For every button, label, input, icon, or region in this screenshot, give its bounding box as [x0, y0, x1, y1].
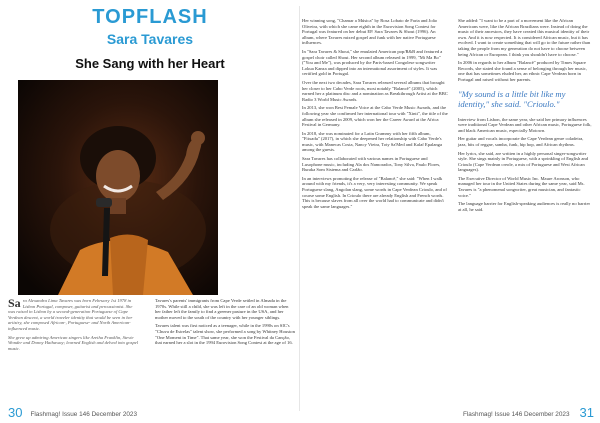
left-footer	[8, 403, 298, 419]
paragraph: Over the next two decades, Sara Tavares released several albums that brought her closer to her Cabo Verde roots, most notably "Balancê" (2005), which earned her a platinum disc and a nomination as Breakthrough Artist at the BBC Radio 3 World Music Awards.	[302, 79, 448, 102]
footer-text: Flashmag! Issue 146 December 2023	[30, 411, 138, 418]
paragraph: Tavares talent was first noticed as a teenager, while in the 1990s on SIC's "Chuva de Estrelas" talent show, she performed a song by Whitney Houston "One Moment in Time". That same year, she won the Festival da Canção, that earned her a slot in the 1994 Eurovision Song Contest at the age of 16.	[155, 323, 295, 346]
section-title: TOPFLASH	[92, 6, 208, 28]
page-number: 31	[579, 405, 594, 420]
paragraph: Sara Tavares has collaborated with various names in Portuguese and Lusophone music, including Ala dos Namorados, Tony Silva, Paulo Flores, Buraka Som Sistema and Carlão.	[302, 156, 441, 173]
paragraph: In 2006 in regards to her album "Balancê" produced by Times Square Records, she stated she found a sense of belonging through her music, one that has sometimes eluded her, an ethnic Cape Verdean born in Portugal and raised without her parents.	[458, 60, 587, 82]
article-header	[60, 6, 240, 48]
caption-dropcap: Sa	[8, 296, 21, 310]
paragraph: In 2018, she was nominated for a Latin Grammy with her fifth album, "Fitxadu" (2017), in which she deepened her relationship with Cabo Verde's music, with Manecas Costa, Nancy Vieira, Toty Sa'Med and Kalaf Epalanga among the guests.	[302, 130, 443, 153]
paragraph: In an interviews promoting the release of "Balancê," she said: "When I walk around with my friends, it's a very, very interesting community. We speak Portuguese slang, Angolan slang, some words in Cape Verdean Crioulo, and of course some English. In Crioulo there are already English and French words. This is because slaves from all over the world had to communicate and didn't speak the same languages."	[302, 175, 447, 209]
singer-photo-illustration	[18, 80, 218, 295]
artist-name: Sara Tavares	[106, 31, 194, 47]
paragraph: In 2013, she won Best Female Voice at the Cabo Verde Music Awards, and the following year she confirmed her international tour with "Xinti", the title of the album she released in 2009, which won her the Career Award at the Africa Festival in Germany.	[302, 105, 448, 128]
footer-text: Flashmag! Issue 146 December 2023	[462, 411, 570, 418]
photo-caption	[8, 298, 140, 332]
paragraph: Her winning song, "Chamar a Música" by Rosa Lobato de Faria and João Oliveira, with which she came eighth in the Eurovision Song Contest for Portugal was featured on her debut EP. Sara Tavares & Shout (1996). An album, where Tavares mixed gospel and funk with her native Portuguese influences.	[302, 18, 438, 46]
article-headline: She Sang with her Heart	[75, 56, 225, 71]
page-number: 30	[8, 405, 23, 420]
pull-quote: "My sound is a little bit like my identity," she said. "Crioulo."	[458, 88, 566, 109]
paragraph: Her guitar and vocals incorporate the Cape Verdean genre coladeira, jazz, bits of reggae, samba, funk, hip hop, and African rhythms.	[458, 136, 584, 147]
paragraph: She added: "I want to be a part of a movement like the African Americans were, like the African Brazilians were. Instead of doing the music of their ancestors, they have created this musical identity of their own. And it is now respected. It is considered African music, but it has evolved. I want to create something that will go to the future rather than taking the people from my generation do not have to choose between being African or European. I think you shouldn't have to choose."	[458, 18, 591, 57]
paragraph: Tavares's parents' immigrants from Cape Verde settled in Almada in the 1970s. While still a child, she was left in the care of an old woman when her father left the family to find a greener pasture in the USA, and her mother moved to the south of the country with her younger siblings.	[155, 298, 289, 320]
paragraph: Interview from Lisbon, the same year, she said her primary influences were traditional Cape Verdean and other African music, Portuguese folk, and black American music, especially Motown.	[458, 116, 592, 133]
caption-column	[8, 298, 140, 354]
singer-photo	[18, 80, 218, 295]
caption-text: ra Alexandra Lima Tavares was born February 1st 1978 in Lisbon Portugal, composer, guitarist and percussionist. She was raised in Lisbon by a second-generation Portuguese of Cape Verdean descent, a world traveler identity that would be seen in her artistry, she composed African-, Portuguese- and North American-influenced music.	[8, 298, 133, 331]
paragraph: In "Sara Tavares & Shout," she emulated American pop/R&B and featured a gospel choir called Shout. Her second album released in 1999, "Mi Ma Bo" ("You and Me"), was produced by the Paris-based Congolese songwriter Lokua Kanza and dipped into an international assortment of styles. It was certified gold in Portugal.	[302, 48, 443, 77]
caption-text-2: She grew up admiring American singers like Aretha Franklin, Stevie Wonder and Donny Hathaway; learned English and delved into gospel music.	[8, 334, 139, 351]
paragraph: The Executive Director of World Music Inc. Maure Aronson, who managed her tour in the United States during the same year, said Ms. Tavares is "a phenomenal songwriter, great musician, and fantastic voice."	[458, 175, 585, 198]
right-column-b	[458, 18, 592, 215]
paragraph: Her lyrics, she said, are written in a highly personal singer-songwriter style. She sings mainly in Portuguese, with a sprinkling of English and Crioulo (Cape Verdean creole, a mix of Portuguese and West African languages).	[458, 150, 589, 173]
middle-body-column	[302, 18, 448, 212]
left-body-column	[155, 298, 295, 349]
paragraph: The language barrier for English-speaking audiences is really no barrier at all, he said.	[458, 201, 591, 212]
right-footer	[360, 403, 594, 419]
